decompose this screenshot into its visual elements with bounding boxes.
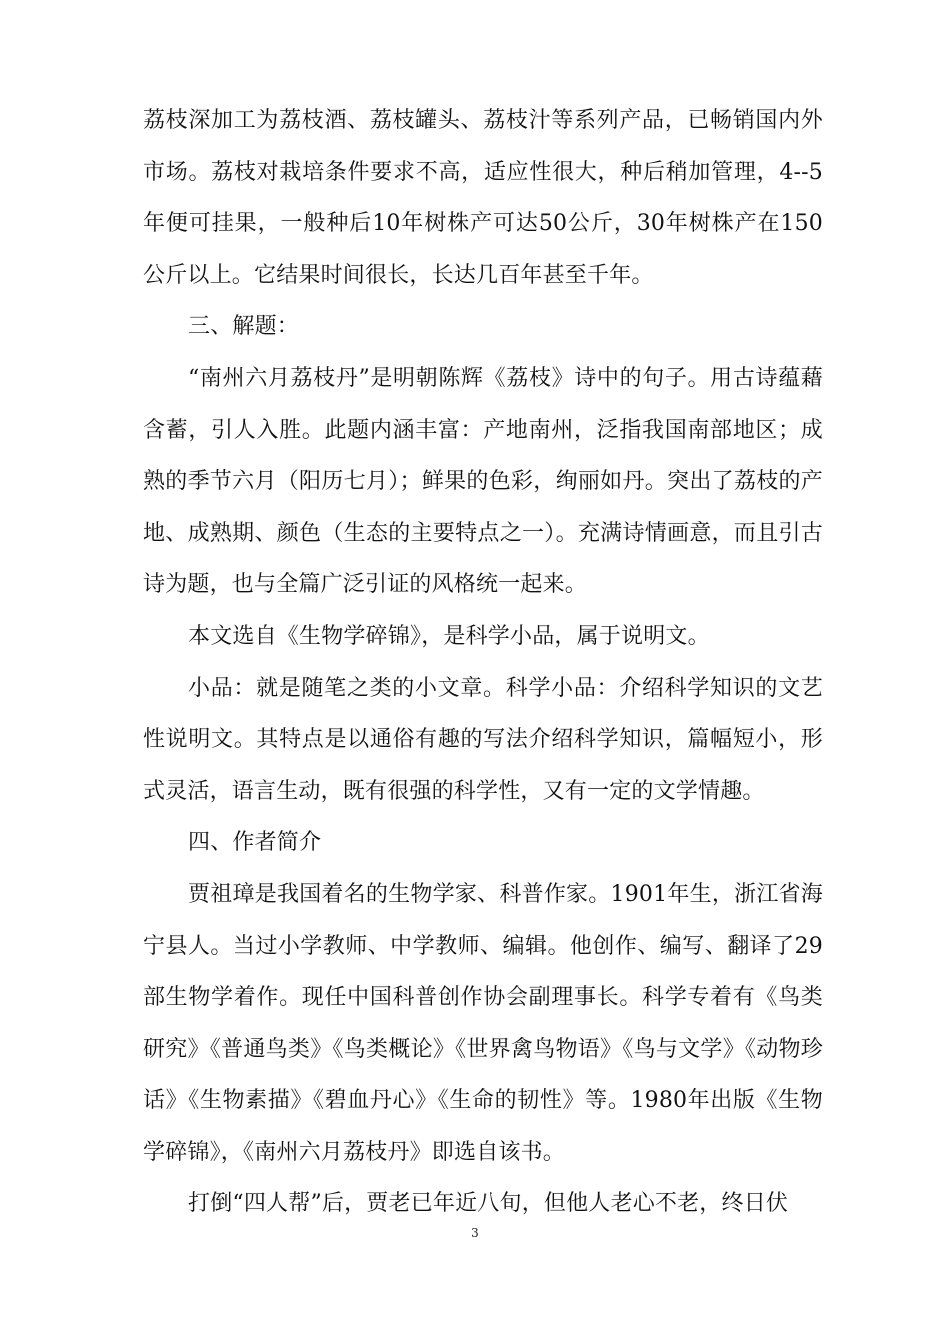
heading-title-explanation: 三、解题： <box>188 314 300 340</box>
body-text <box>143 95 823 1230</box>
paragraph-source: 本文选自《生物学碎锦》，是科学小品，属于说明文。 <box>188 623 710 649</box>
paragraph-essay-definition: 小品：就是随笔之类的小文章。科学小品：介绍科学知识的文艺性说明文。其特点是以通俗有趣的写法介绍科学知识，篇幅短小，形式灵活，语言生动，既有很强的科学性，又有一定的文学情趣。 <box>143 675 823 804</box>
paragraph-title-explanation: “南州六月荔枝丹”是明朝陈辉《荔枝》诗中的句子。用古诗蕴藉含蓄，引人入胜。此题内涵丰富：产地南州，泛指我国南部地区；成熟的季节六月（阳历七月）；鲜果的色彩，绚丽如丹。突出了荔枝的产地、成熟期、颜色（生态的主要特点之一）。充满诗情画意，而且引古诗为题，也与全篇广泛引证的风格统一起来。 <box>143 365 823 598</box>
paragraph-author-bio: 贾祖璋是我国着名的生物学家、科普作家。1901年生，浙江省海宁县人。当过小学教师、中学教师、编辑。他创作、编写、翻译了29部生物学着作。现任中国科普创作协会副理事长。科学专着有《鸟类研究》《普通鸟类》《鸟类概论》《世界禽鸟物语》《鸟与文学》《动物珍话》《生物素描》《碧血丹心》《生命的韧性》等。1980年出版《生物学碎锦》，《南州六月荔枝丹》即选自该书。 <box>143 881 823 1165</box>
page-number: 3 <box>471 1226 479 1240</box>
heading-author-intro: 四、作者简介 <box>188 830 322 856</box>
paragraph-author-later-years: 打倒“四人帮”后，贾老已年近八旬，但他人老心不老，终日伏 <box>188 1191 789 1217</box>
paragraph-lychee-products: 荔枝深加工为荔枝酒、荔枝罐头、荔枝汁等系列产品，已畅销国内外市场。荔枝对栽培条件要求不高，适应性很大，种后稍加管理，4--5年便可挂果，一般种后10年树株产可达50公斤，30年树株产在150公斤以上。它结果时间很长，长达几百年甚至千年。 <box>143 108 823 288</box>
